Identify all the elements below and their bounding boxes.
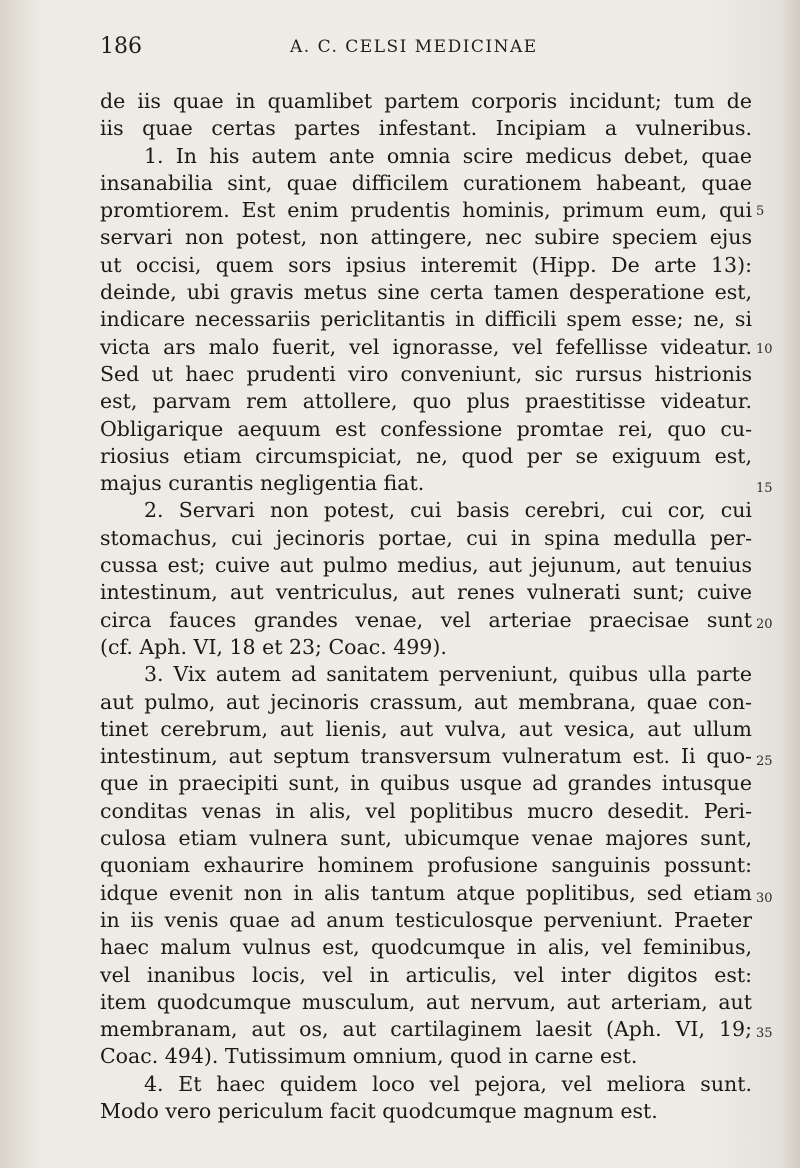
text-line: majus curantis negligentia fiat. — [100, 471, 425, 496]
text-line: in iis venis quae ad anum testiculosque perveniunt. Praeter — [100, 907, 752, 932]
paragraph-4-start: 4. Et haec quidem loco vel pejora, vel meliora sunt. — [144, 1071, 752, 1096]
text-line: Sed ut haec prudenti viro conveniunt, sic rursus histrionis — [100, 361, 752, 386]
text-line: circa fauces grandes venae, vel arteriae praecisae sunt — [100, 607, 752, 632]
text-line: cussa est; cuive aut pulmo medius, aut jejunum, aut tenuius — [100, 553, 752, 578]
text-line: ut occisi, quem sors ipsius interemit (Hipp. De arte 13): — [100, 252, 752, 277]
paragraph-2-start: 2. Servari non potest, cui basis cerebri, cui cor, cui — [144, 498, 752, 523]
text-line: item quodcumque musculum, aut nervum, aut arteriam, aut — [100, 989, 752, 1014]
text-line: vel inanibus locis, vel in articulis, vel inter digitos est: — [100, 962, 752, 987]
text-line: que in praecipiti sunt, in quibus usque ad grandes intusque — [100, 771, 752, 796]
text-line: quoniam exhaurire hominem profusione sanguinis possunt: — [100, 853, 752, 878]
text-line: membranam, aut os, aut cartilaginem laesit (Aph. VI, 19; — [100, 1017, 752, 1042]
body-text — [100, 88, 752, 1125]
text-line: tinet cerebrum, aut lienis, aut vulva, aut vesica, aut ullum — [100, 716, 752, 741]
line-number-margin: 25 — [756, 754, 773, 769]
text-line: Obligarique aequum est confessione promtae rei, quo cu- — [100, 416, 752, 441]
text-line: culosa etiam vulnera sunt, ubicumque venae majores sunt, — [100, 826, 752, 851]
page-header — [100, 34, 750, 66]
line-number-margin: 15 — [756, 481, 773, 496]
line-number-margin: 35 — [756, 1026, 773, 1041]
text-line: aut pulmo, aut jecinoris crassum, aut membrana, quae con- — [100, 689, 752, 714]
text-line: deinde, ubi gravis metus sine certa tamen desperatione est, — [100, 280, 752, 305]
text-line: Coac. 494). Tutissimum omnium, quod in carne est. — [100, 1044, 638, 1069]
paragraph-3-start: 3. Vix autem ad sanitatem perveniunt, quibus ulla parte — [144, 662, 752, 687]
text-line: promtiorem. Est enim prudentis hominis, primum eum, qui — [100, 198, 752, 223]
text-line: indicare necessariis periclitantis in difficili spem esse; ne, si — [100, 307, 752, 332]
line-number-margin: 5 — [756, 204, 765, 219]
line-number-margin: 30 — [756, 891, 773, 906]
text-line: intestinum, aut ventriculus, aut renes vulnerati sunt; cuive — [100, 580, 752, 605]
text-line: est, parvam rem attollere, quo plus praestitisse videatur. — [100, 389, 752, 414]
text-line: servari non potest, non attingere, nec subire speciem ejus — [100, 225, 752, 250]
text-line: haec malum vulnus est, quodcumque in alis, vel feminibus, — [100, 935, 752, 960]
text-line: de iis quae in quamlibet partem corporis incidunt; tum de — [100, 89, 752, 113]
line-number-margin: 20 — [756, 617, 773, 632]
text-line: (cf. Aph. VI, 18 et 23; Coac. 499). — [100, 634, 447, 659]
running-title: A. C. CELSI MEDICINAE — [290, 37, 538, 57]
text-line: iis quae certas partes infestant. Incipiam a vulneribus. — [100, 116, 752, 141]
page-number: 186 — [100, 34, 142, 59]
text-line: Modo vero periculum facit quodcumque magnum est. — [100, 1098, 658, 1123]
text-line: conditas venas in alis, vel poplitibus mucro desedit. Peri- — [100, 798, 752, 823]
paragraph-1-start: 1. In his autem ante omnia scire medicus debet, quae — [144, 143, 752, 168]
text-line: riosius etiam circumspiciat, ne, quod per se exiguum est, — [100, 443, 752, 468]
text-line: idque evenit non in alis tantum atque poplitibus, sed etiam — [100, 880, 752, 905]
text-line: victa ars malo fuerit, vel ignorasse, vel fefellisse videatur. — [100, 334, 752, 359]
line-number-margin: 10 — [756, 342, 773, 357]
text-line: stomachus, cui jecinoris portae, cui in spina medulla per- — [100, 525, 752, 550]
text-line: insanabilia sint, quae difficilem curationem habeant, quae — [100, 170, 752, 195]
text-line: intestinum, aut septum transversum vulneratum est. Ii quo- — [100, 744, 752, 769]
